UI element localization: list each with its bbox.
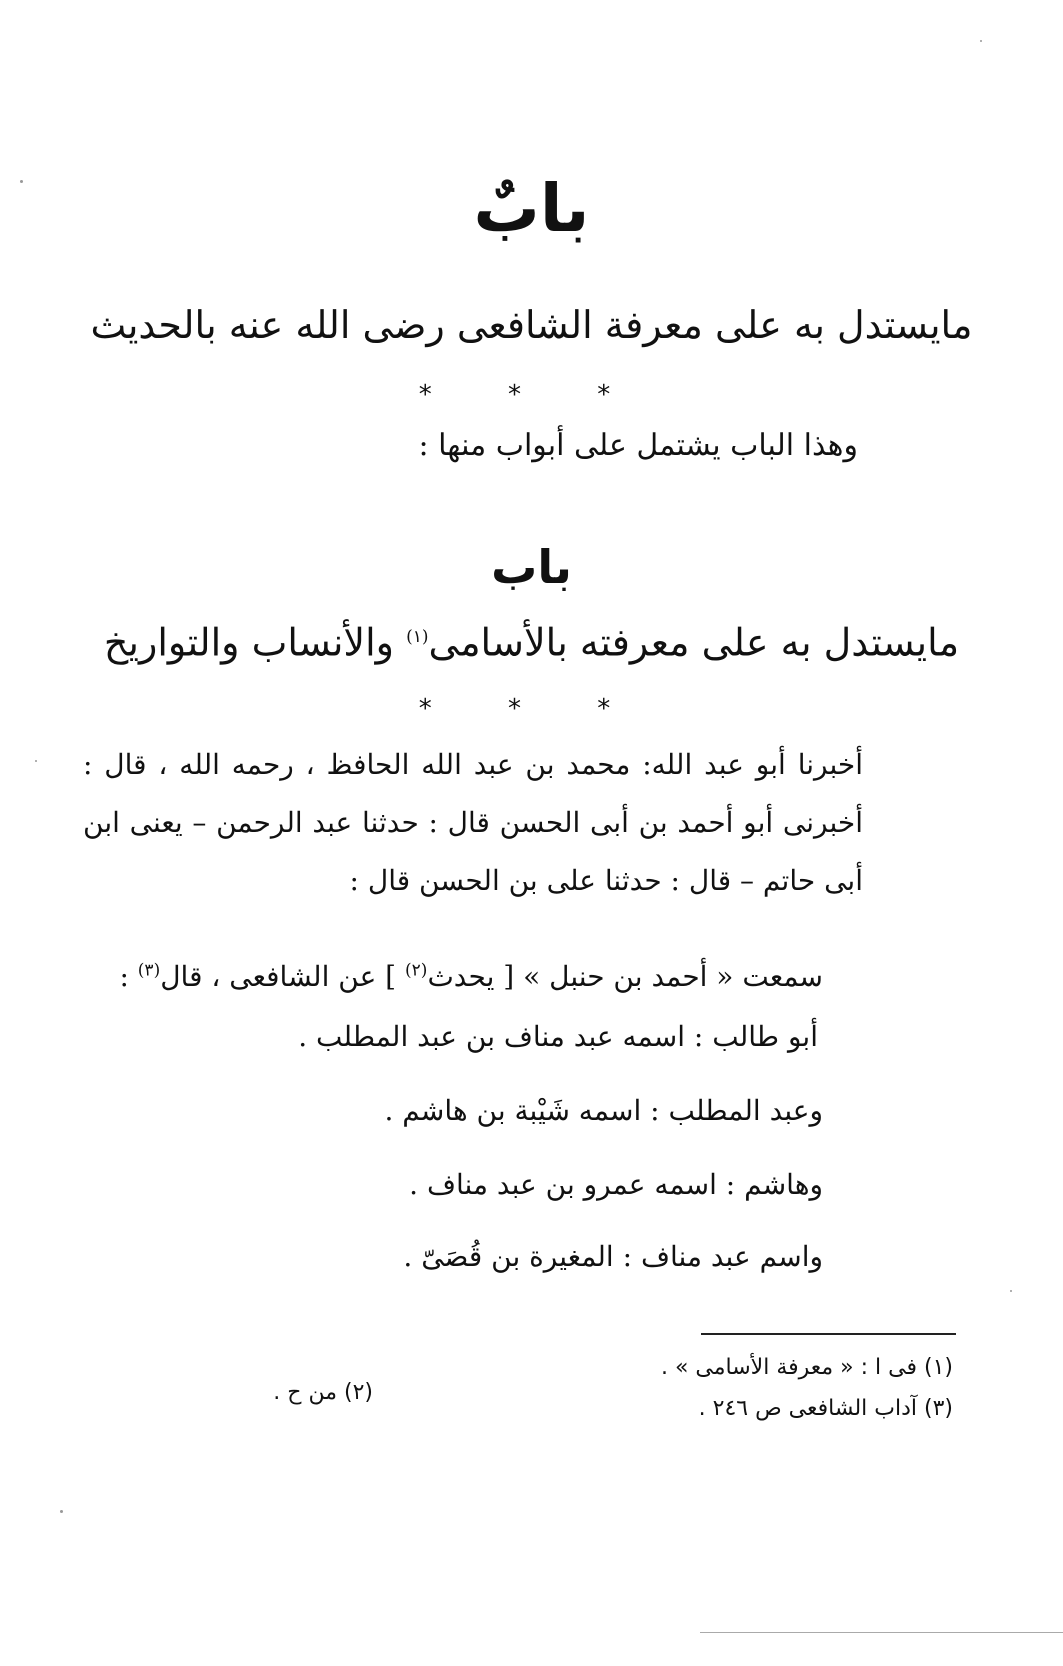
isnad-paragraph: أخبرنا أبو عبد الله: محمد بن عبد الله الحافظ ، رحمه الله ، قال : أخبرنى أبو أحمد بن أبى الحسن قال : حدثنا عبد الرحمن – يعنى ابن أبى حاتم – قال : حدثنا على بن الحسن قال : <box>83 748 864 897</box>
quote-line <box>119 960 823 993</box>
scan-edge-line <box>700 1632 1063 1633</box>
scan-speck <box>35 760 37 762</box>
section-divider-stars: * * * <box>418 694 645 724</box>
genealogy-line: أبو طالب : اسمه عبد مناف بن عبد المطلب . <box>298 1020 818 1053</box>
section-subtitle-main: مايستدل به على معرفته بالأسامى <box>428 620 960 665</box>
section-subtitle <box>0 612 1063 668</box>
footnote-ref-1: (١) <box>406 627 429 647</box>
genealogy-line: وهاشم : اسمه عمرو بن عبد مناف . <box>409 1168 823 1201</box>
quote-text-b: ] عن الشافعى ، قال <box>160 960 397 993</box>
scan-speck <box>20 180 23 183</box>
scan-speck <box>60 1510 63 1513</box>
scan-speck <box>1010 1290 1012 1292</box>
footnote-3: (٣) آداب الشافعى ص ٢٤٦ . <box>698 1396 953 1421</box>
section-divider-stars: * * * <box>418 380 645 410</box>
footnote-separator <box>701 1333 956 1335</box>
footnote-ref-2: (٢) <box>405 960 428 981</box>
footnote-ref-3: (٣) <box>137 960 161 981</box>
main-chapter-subtitle: مايستدل به على معرفة الشافعى رضى الله عنه بالحديث <box>90 303 973 347</box>
genealogy-line: وعبد المطلب : اسمه شَيْبة بن هاشم . <box>384 1094 823 1127</box>
chapter-intro: وهذا الباب يشتمل على أبواب منها : <box>418 428 858 463</box>
quote-text-a: سمعت « أحمد بن حنبل » [ يحدث <box>427 960 823 993</box>
footnote-2: (٢) من ح . <box>273 1380 373 1405</box>
quote-text-c: : <box>119 960 129 993</box>
section-title: باب <box>491 540 572 594</box>
main-chapter-title: بابٌ <box>473 170 590 247</box>
genealogy-line: واسم عبد مناف : المغيرة بن قُصَىّ . <box>403 1240 823 1273</box>
footnote-1: (١) فى ا : « معرفة الأسامى » . <box>660 1355 953 1380</box>
section-subtitle-tail: والأنساب والتواريخ <box>103 620 394 665</box>
scan-speck <box>980 40 982 42</box>
